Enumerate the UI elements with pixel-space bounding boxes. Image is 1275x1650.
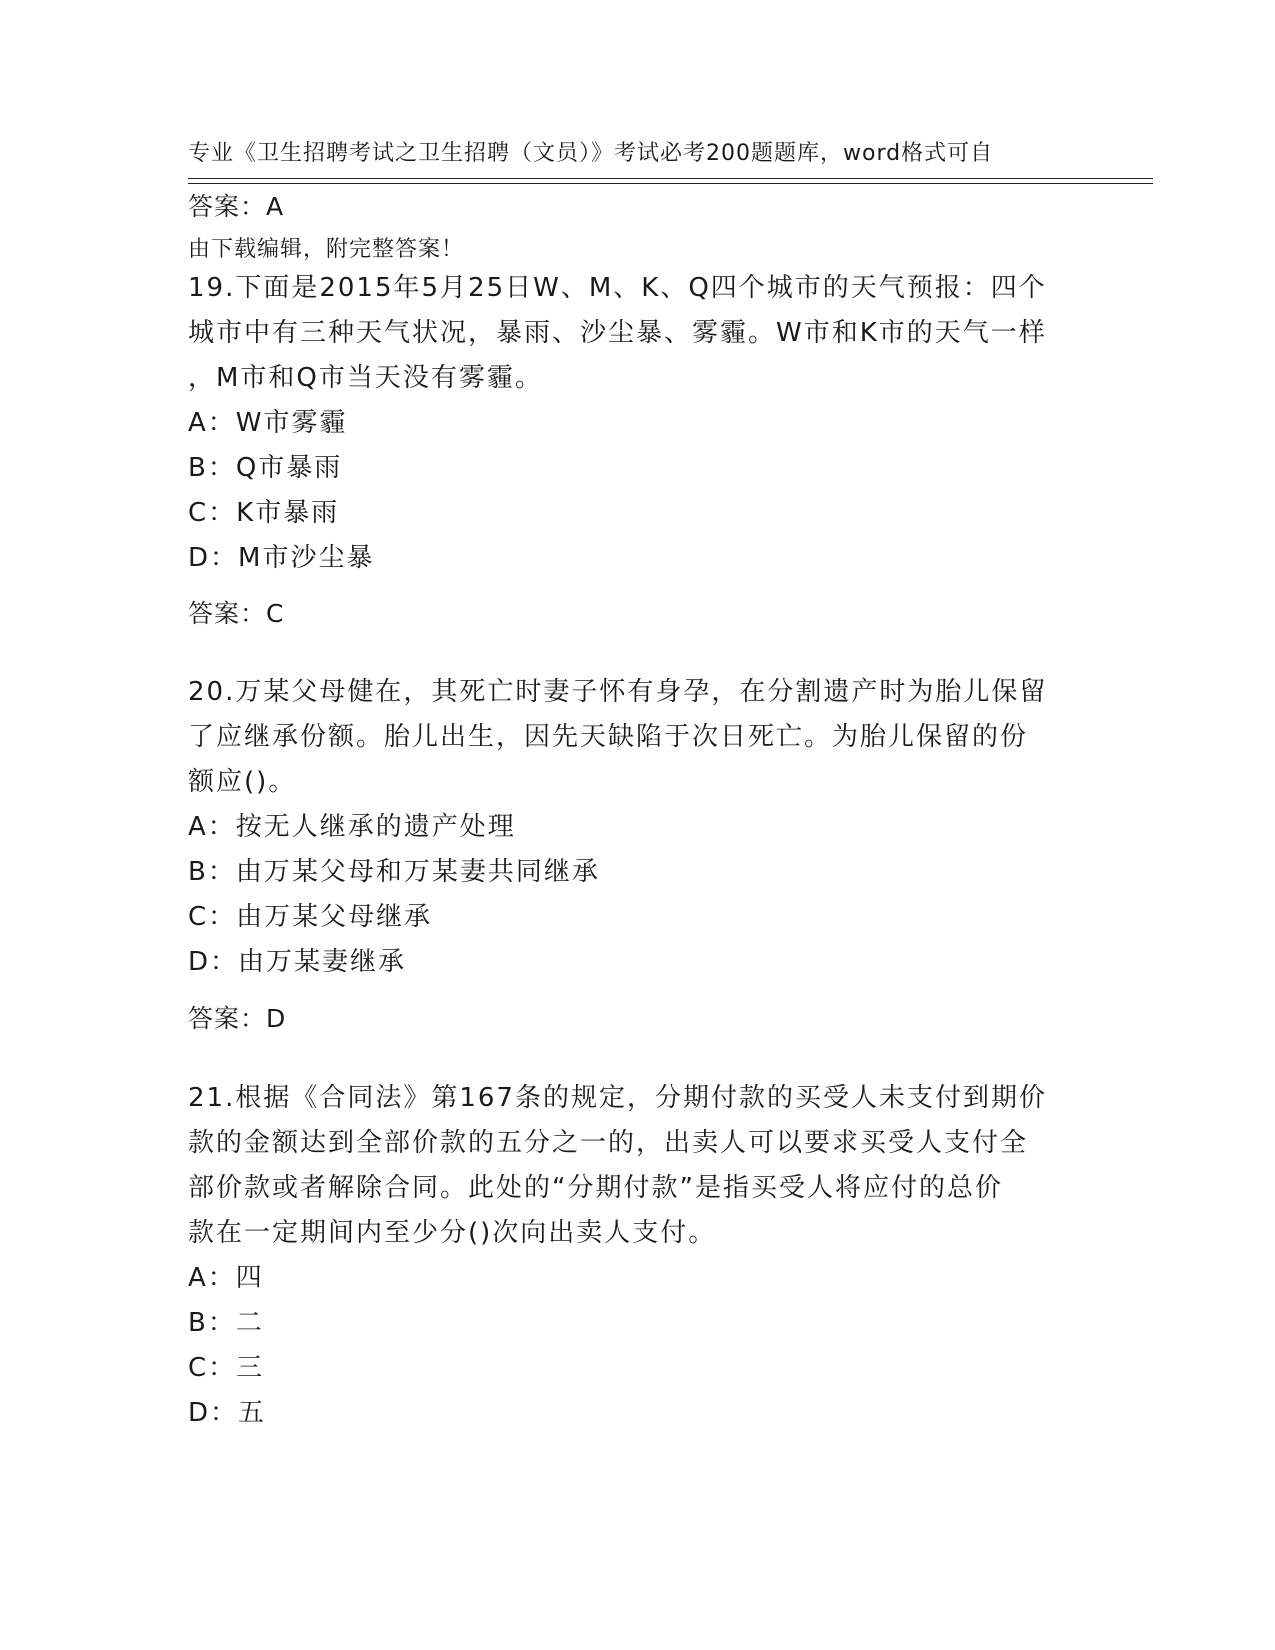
- header-divider-bottom: [188, 183, 1153, 184]
- option-b: B：二: [188, 1308, 264, 1338]
- option-a: A：W市雾霾: [188, 408, 348, 438]
- question-line: 20.万某父母健在，其死亡时妻子怀有身孕，在分割遗产时为胎儿保留: [188, 677, 1048, 707]
- option-b: B：由万某父母和万某妻共同继承: [188, 857, 600, 887]
- header-line-2: 由下载编辑，附完整答案！: [188, 237, 465, 262]
- option-a: A：四: [188, 1263, 264, 1293]
- answer-line: 答案：D: [188, 1004, 287, 1033]
- question-line: 19.下面是2015年5月25日W、M、K、Q四个城市的天气预报：四个: [188, 273, 1047, 303]
- document-header: [188, 74, 1068, 298]
- answer-line: 答案：C: [188, 599, 285, 628]
- question-line: 21.根据《合同法》第167条的规定，分期付款的买受人未支付到期价: [188, 1083, 1047, 1113]
- question-line: 额应()。: [188, 767, 297, 797]
- option-c: C：由万某父母继承: [188, 902, 433, 932]
- header-divider-top: [188, 178, 1153, 179]
- question-line: 部价款或者解除合同。此处的“分期付款”是指买受人将应付的总价: [188, 1173, 1003, 1203]
- question-19: [188, 266, 1088, 581]
- question-line: ，M市和Q市当天没有雾霾。: [188, 363, 543, 393]
- option-c: C：K市暴雨: [188, 498, 340, 528]
- header-line-1: 专业《卫生招聘考试之卫生招聘（文员）》考试必考200题题库，word格式可自: [188, 141, 994, 166]
- answer-line: 答案：A: [188, 192, 285, 221]
- question-line: 款的金额达到全部价款的五分之一的，出卖人可以要求买受人支付全: [188, 1128, 1029, 1158]
- option-d: D：由万某妻继承: [188, 947, 407, 977]
- option-a: A：按无人继承的遗产处理: [188, 812, 516, 842]
- option-b: B：Q市暴雨: [188, 453, 343, 483]
- question-line: 了应继承份额。胎儿出生，因先天缺陷于次日死亡。为胎儿保留的份: [188, 722, 1029, 752]
- question-line: 款在一定期间内至少分()次向出卖人支付。: [188, 1218, 717, 1248]
- question-line: 城市中有三种天气状况，暴雨、沙尘暴、雾霾。W市和K市的天气一样: [188, 318, 1047, 348]
- option-d: D：M市沙尘暴: [188, 543, 375, 573]
- question-20: [188, 670, 1088, 985]
- question-21: [188, 1076, 1088, 1436]
- option-d: D：五: [188, 1398, 267, 1428]
- option-c: C：三: [188, 1353, 265, 1383]
